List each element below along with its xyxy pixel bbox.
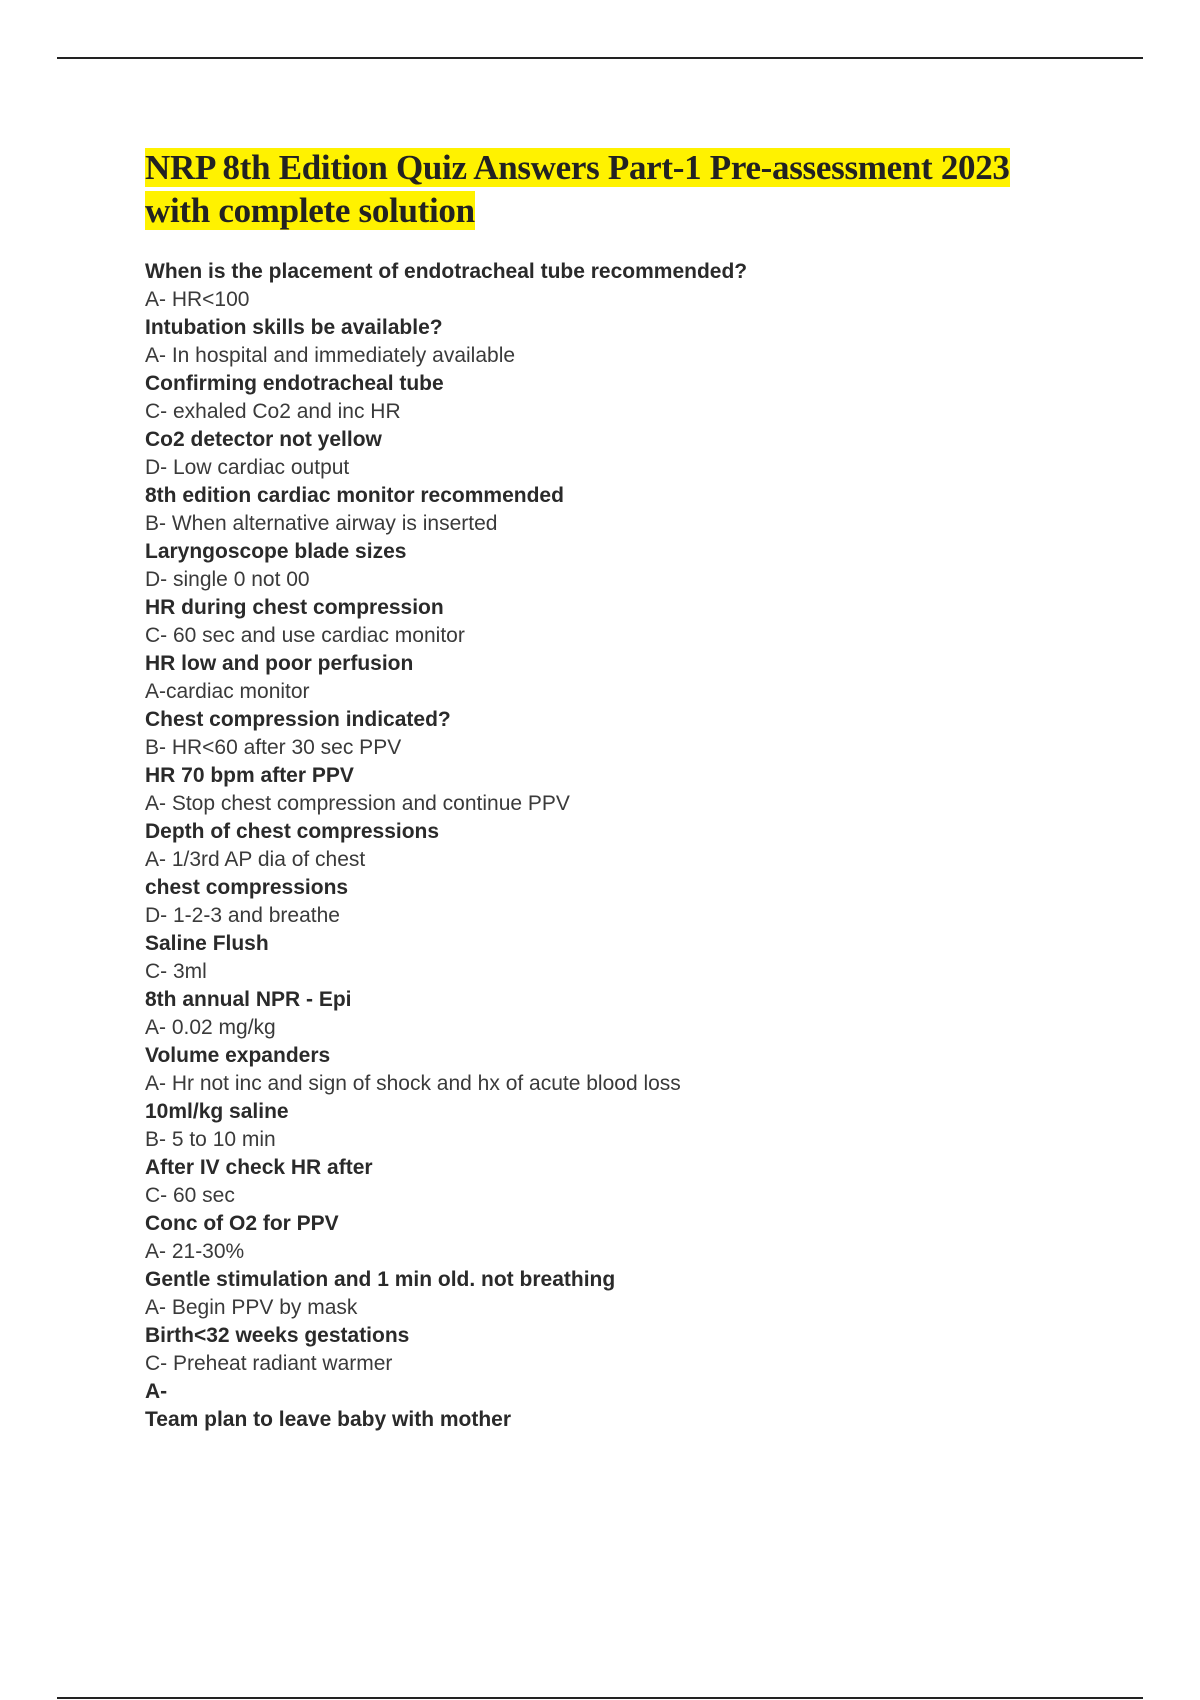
question: 10ml/kg saline xyxy=(145,1100,289,1123)
question: Gentle stimulation and 1 min old. not breathing xyxy=(145,1268,616,1291)
answer: D- 1-2-3 and breathe xyxy=(145,904,340,927)
question: Saline Flush xyxy=(145,932,269,955)
top-rule xyxy=(57,57,1143,59)
question: Intubation skills be available? xyxy=(145,316,443,339)
question: chest compressions xyxy=(145,876,349,899)
question: After IV check HR after xyxy=(145,1156,373,1179)
trailing-question: Team plan to leave baby with mother xyxy=(145,1408,512,1431)
question: Conc of O2 for PPV xyxy=(145,1212,339,1235)
answer: D- single 0 not 00 xyxy=(145,568,310,591)
answer: C- Preheat radiant warmer xyxy=(145,1352,393,1375)
answer: A- 21-30% xyxy=(145,1240,245,1263)
question: HR low and poor perfusion xyxy=(145,652,414,675)
answer: A- Hr not inc and sign of shock and hx of acute blood loss xyxy=(145,1072,681,1095)
answer: A- In hospital and immediately available xyxy=(145,344,516,367)
answer: A- 0.02 mg/kg xyxy=(145,1016,276,1039)
answer: B- 5 to 10 min xyxy=(145,1128,276,1151)
answer: A- 1/3rd AP dia of chest xyxy=(145,848,366,871)
answer: B- When alternative airway is inserted xyxy=(145,512,498,535)
answer: A- Begin PPV by mask xyxy=(145,1296,358,1319)
answer: C- 3ml xyxy=(145,960,207,983)
trailing-answer-label: A- xyxy=(145,1380,168,1403)
answer: A-cardiac monitor xyxy=(145,680,310,703)
question: When is the placement of endotracheal tube recommended? xyxy=(145,260,748,283)
question: HR during chest compression xyxy=(145,596,444,619)
question: Birth<32 weeks gestations xyxy=(145,1324,410,1347)
question: Volume expanders xyxy=(145,1044,331,1067)
question: Depth of chest compressions xyxy=(145,820,440,843)
answer: C- exhaled Co2 and inc HR xyxy=(145,400,401,423)
question: Co2 detector not yellow xyxy=(145,428,382,451)
answer: B- HR<60 after 30 sec PPV xyxy=(145,736,402,759)
answer: C- 60 sec and use cardiac monitor xyxy=(145,624,465,647)
answer: D- Low cardiac output xyxy=(145,456,350,479)
bottom-rule xyxy=(57,1697,1143,1699)
answer: A- HR<100 xyxy=(145,288,250,311)
title-line-2: with complete solution xyxy=(145,191,475,230)
answer: C- 60 sec xyxy=(145,1184,235,1207)
qa-list xyxy=(145,258,1145,1434)
question: 8th annual NPR - Epi xyxy=(145,988,352,1011)
question: Laryngoscope blade sizes xyxy=(145,540,407,563)
question: Chest compression indicated? xyxy=(145,708,451,731)
question: HR 70 bpm after PPV xyxy=(145,764,354,787)
question: 8th edition cardiac monitor recommended xyxy=(145,484,564,507)
question: Confirming endotracheal tube xyxy=(145,372,444,395)
title-line-1: NRP 8th Edition Quiz Answers Part-1 Pre-assessment 2023 xyxy=(145,148,1010,187)
document-title xyxy=(145,146,1145,232)
answer: A- Stop chest compression and continue PPV xyxy=(145,792,570,815)
